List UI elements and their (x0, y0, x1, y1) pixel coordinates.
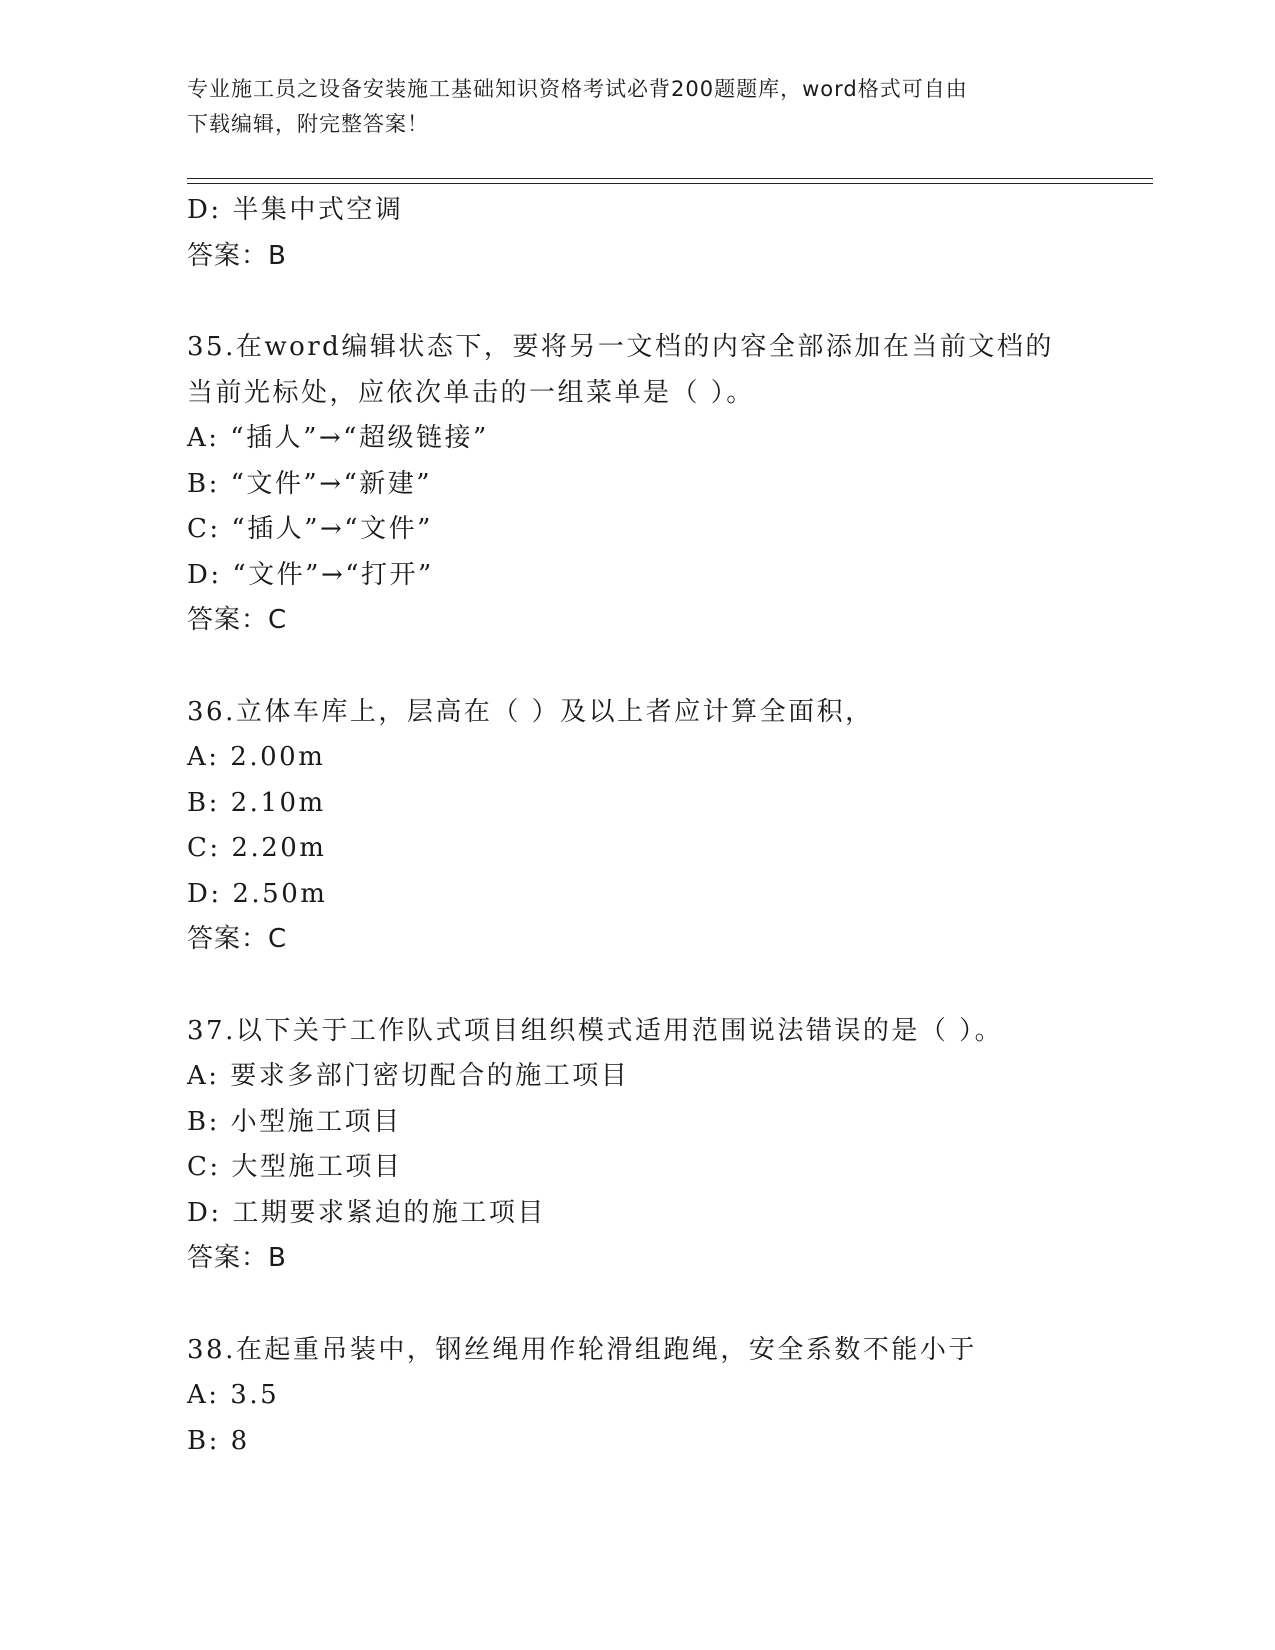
question-stem: 38.在起重吊装中，钢丝绳用作轮滑组跑绳，安全系数不能小于 (187, 1334, 977, 1365)
header-line-1: 专业施工员之设备安装施工基础知识资格考试必背200题题库，word格式可自由 (187, 77, 968, 101)
option-a: A: 要求多部门密切配合的施工项目 (187, 1061, 630, 1091)
answer: 答案：C (187, 605, 288, 635)
header-line-2: 下载编辑，附完整答案！ (187, 112, 429, 136)
question-35 (187, 325, 1087, 644)
option-c: C: “插人”→“文件” (187, 514, 433, 544)
question-stem: 36.立体车库上，层高在（ ）及以上者应计算全面积， (187, 696, 874, 727)
answer: 答案：B (187, 1243, 287, 1273)
option-d: D: “文件”→“打开” (187, 559, 434, 590)
option-d: D: 半集中式空调 (187, 195, 404, 225)
option-b: B: 2.10m (187, 787, 326, 818)
question-38 (187, 1328, 1087, 1465)
question-stem: 37.以下关于工作队式项目组织模式适用范围说法错误的是（ ）。 (187, 1015, 1004, 1046)
option-d: D: 2.50m (187, 878, 328, 909)
option-b: B: 8 (187, 1425, 250, 1456)
answer: 答案：B (187, 240, 287, 271)
option-a: A: 2.00m (187, 742, 326, 772)
option-a: A: “插人”→“超级链接” (187, 423, 489, 453)
question-36 (187, 690, 1087, 963)
question-list (187, 188, 1087, 1464)
option-a: A: 3.5 (187, 1380, 280, 1410)
question-stem: 35.在word编辑状态下，要将另一文档的内容全部添加在当前文档的 (187, 332, 1054, 362)
answer: 答案：C (187, 924, 288, 954)
option-c: C: 大型施工项目 (187, 1152, 403, 1182)
page-header (187, 72, 1067, 142)
option-d: D: 工期要求紧迫的施工项目 (187, 1197, 546, 1228)
header-rule-top (187, 178, 1153, 179)
question-37 (187, 1009, 1087, 1282)
option-c: C: 2.20m (187, 833, 327, 863)
option-b: B: 小型施工项目 (187, 1106, 402, 1137)
header-rule-bottom (187, 183, 1153, 184)
question-stem-continued: 当前光标处，应依次单击的一组菜单是（ ）。 (187, 377, 755, 408)
option-b: B: “文件”→“新建” (187, 468, 433, 499)
